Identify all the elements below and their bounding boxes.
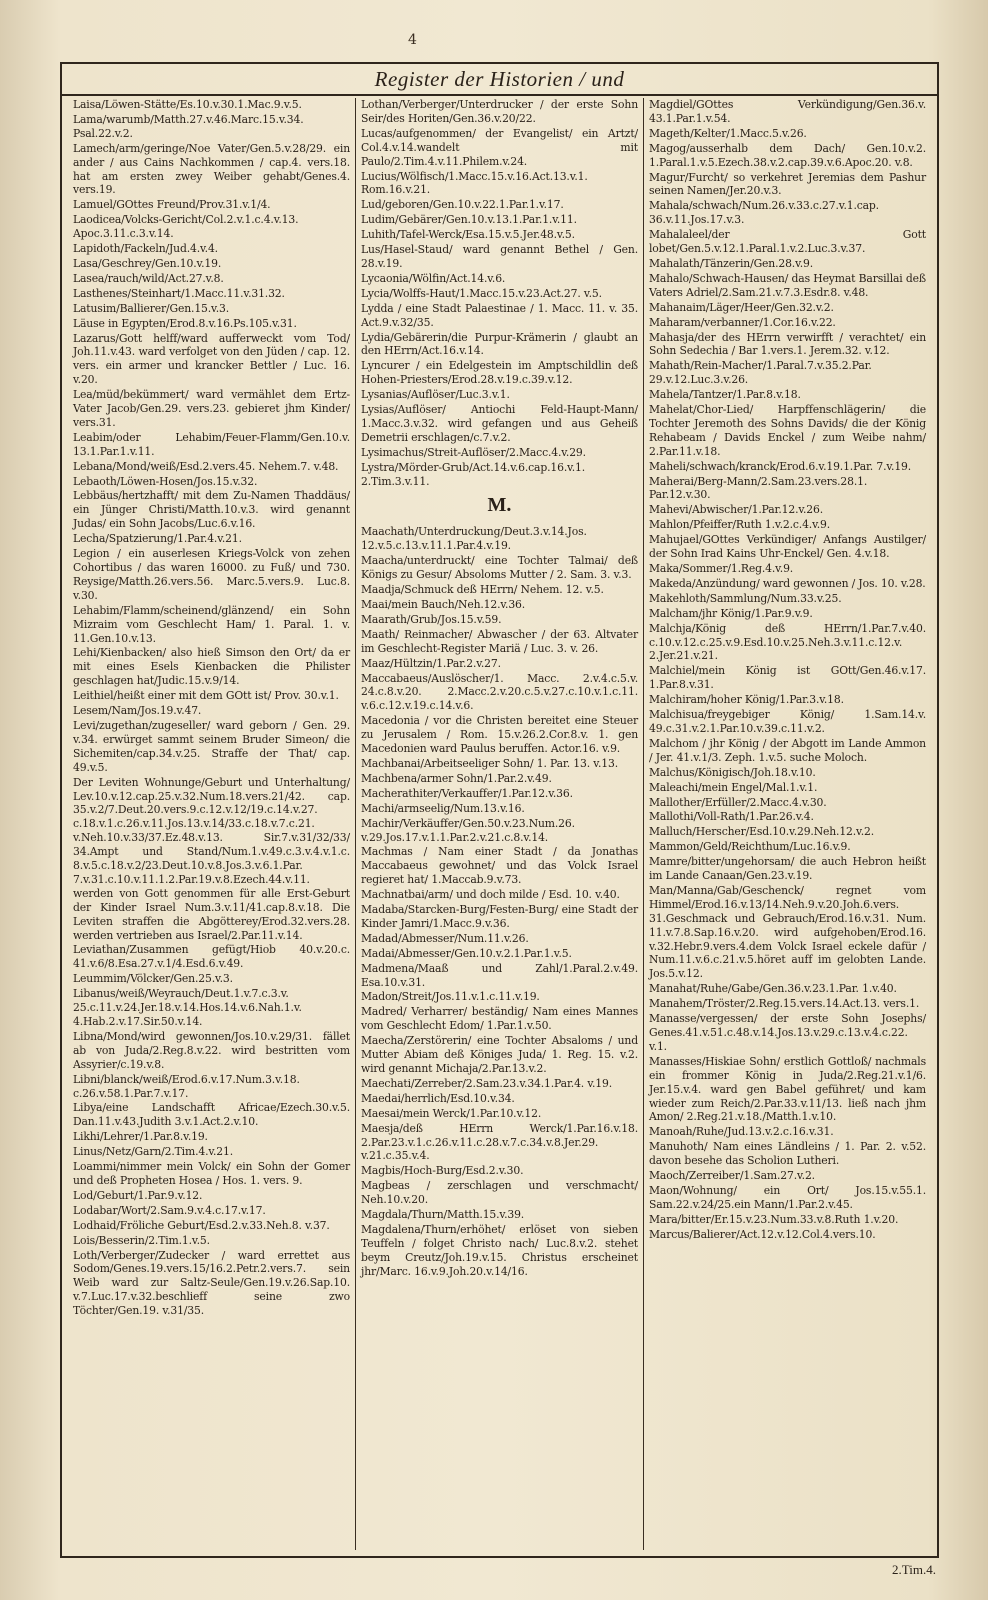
register-entry: Machbena/armer Sohn/1.Par.2.v.49. — [361, 771, 552, 785]
register-entry: Lebbäus/hertzhafft/ mit dem Zu-Namen Thaddäus/ ein Jünger Christi/Matth.10.v.3. wird genannt Judas/ ein Sohn Jacobs/Luc.6.v.16. — [73, 489, 350, 531]
register-entry: Lod/Geburt/1.Par.9.v.12. — [73, 1188, 203, 1202]
register-entry: Maherai/Berg-Mann/2.Sam.23.vers.28.1. Par.12.v.30. — [649, 474, 868, 502]
register-entry: Mahlon/Pfeiffer/Ruth 1.v.2.c.4.v.9. — [649, 518, 831, 532]
register-entry: Mahalath/Tänzerin/Gen.28.v.9. — [649, 256, 814, 270]
register-entry: Maacha/unterdruckt/ eine Tochter Talmai/ deß Königs zu Gesur/ Absoloms Mutter / 2. Sam. 3. v.3. — [361, 554, 638, 582]
register-entry: Malcham/jhr König/1.Par.9.v.9. — [649, 606, 813, 620]
register-entry: Maath/ Reinmacher/ Abwascher / der 63. Altvater im Geschlecht-Register Mariä / Luc. 3. v. 26. — [361, 627, 638, 655]
register-entry: Lycaonia/Wölfin/Act.14.v.6. — [361, 271, 506, 285]
register-entry: Malchja/König deß HErrn/1.Par.7.v.40. c.10.v.12.c.25.v.9.Esd.10.v.25.Neh.3.v.11.c.12.v. 2.Jer.21.v.21. — [649, 621, 926, 663]
register-entry: Machnatbai/arm/ und doch milde / Esd. 10. v.40. — [361, 888, 620, 902]
register-entry: Madad/Abmesser/Num.11.v.26. — [361, 931, 529, 945]
register-entry: Machi/armseelig/Num.13.v.16. — [361, 801, 525, 815]
register-entry: Ludim/Gebärer/Gen.10.v.13.1.Par.1.v.11. — [361, 213, 577, 227]
page-frame — [60, 62, 939, 1558]
register-entry: Läuse in Egypten/Erod.8.v.16.Ps.105.v.31. — [73, 316, 297, 330]
register-columns — [68, 98, 931, 1550]
register-entry: Levi/zugethan/zugeseller/ ward geborn / Gen. 29. v.34. erwürget sammt seinem Bruder Simeon/ die Sichemiten/cap.34.v.25. Straffe der That/ cap. 49.v.5. — [73, 718, 350, 774]
register-entry: Mamre/bitter/ungehorsam/ die auch Hebron heißt im Lande Canaan/Gen.23.v.19. — [649, 855, 926, 883]
register-entry: Lehi/Kienbacken/ also hieß Simson den Ort/ da er mit eines Esels Kienbacken die Philister geschlagen hat/Judic.15.v.9/14. — [73, 646, 350, 688]
register-entry: Magog/ausserhalb dem Dach/ Gen.10.v.2. 1.Paral.1.v.5.Ezech.38.v.2.cap.39.v.6.Apoc.20. v.8. — [649, 141, 926, 169]
register-entry: Mallother/Erfüller/2.Macc.4.v.30. — [649, 795, 827, 809]
register-entry: Latusim/Ballierer/Gen.15.v.3. — [73, 301, 230, 315]
register-entry: Lysias/Auflöser/ Antiochi Feld-Haupt-Mann/ 1.Macc.3.v.32. wird gefangen und aus Geheiß Demetrii erschlagen/c.7.v.2. — [361, 403, 638, 444]
register-entry: Leabim/oder Lehabim/Feuer-Flamm/Gen.10.v. 13.1.Par.1.v.11. — [73, 430, 350, 458]
register-entry: Manasses/Hiskiae Sohn/ erstlich Gottloß/ nachmals ein frommer König in Juda/2.Reg.21.v.1/6. Jer.15.v.4. ward gen Babel geführet/ und kam wieder zum Reich/2.Par.33.v.11/13. ließ nach jhm Amon/ 2.Reg.21.v.18./Matth.1.v.10. — [649, 1054, 926, 1124]
register-entry: Madon/Streit/Jos.11.v.1.c.11.v.19. — [361, 990, 540, 1004]
register-entry: Magbis/Hoch-Burg/Esd.2.v.30. — [361, 1164, 524, 1178]
register-entry: Makeda/Anzündung/ ward gewonnen / Jos. 10. v.28. — [649, 576, 926, 590]
register-entry: Likhi/Lehrer/1.Par.8.v.19. — [73, 1130, 208, 1144]
register-entry: Mahala/schwach/Num.26.v.33.c.27.v.1.cap. 36.v.11.Jos.17.v.3. — [649, 199, 879, 227]
register-entry: Laisa/Löwen-Stätte/Es.10.v.30.1.Mac.9.v.5. — [73, 98, 302, 111]
register-entry: Der Leviten Wohnunge/Geburt und Unterhaltung/ Lev.10.v.12.cap.25.v.32.Num.18.vers.21/42. cap. 35.v.2/7.Deut.20.vers.9.c.12.v.12/19.c.14.v.27. c.18.v.1.c.26.v.11.Jos.13.v.14/33.c.18.v.7.c.21. v.Neh.10.v.33/37.Ez.48.v.13. Sir.7.v.31/32/33/ 34.Ampt und Stand/Num.1.v.49.c.3.v.4.v.1.c. 8.v.5.c.18.v.2/23.Deut.10.v.8.Jos.3.v.6.1.Par. 7.v.31.c.10.v.11.1.2.Par.19.v.8.Ezech.44.v.11. werden von Gott genommen für alle Erst-Geburt der Kinder Israel Num.3.v.11/41.cap.8.v.18. Die Leviten straffen die Abgötterey/Erod.32.vers.28. werden vertrieben aus Israel/2.Par.11.v.14. — [73, 775, 350, 942]
register-entry: Maechati/Zerreber/2.Sam.23.v.34.1.Par.4. v.19. — [361, 1076, 613, 1090]
register-entry: Maaz/Hültzin/1.Par.2.v.27. — [361, 656, 501, 670]
register-entry: Lois/Besserin/2.Tim.1.v.5. — [73, 1233, 210, 1247]
register-entry: Man/Manna/Gab/Geschenck/ regnet vom Himmel/Erod.16.v.13/14.Neh.9.v.20.Joh.6.vers. 31.Geschmack und Gebrauch/Erod.16.v.31. Num. 11.v.7.8.Sap.16.v.20. wird aufgehoben/Erod.16. v.32.Hebr.9.vers.4.dem Volck Israel eckele dafür / Num.11.v.6.c.21.v.5.höret auff im gelobten Lande. Jos.5.v.12. — [649, 883, 926, 981]
register-entry: Magdalena/Thurn/erhöhet/ erlöset von sieben Teuffeln / folget Christo nach/ Luc.8.v.2. stehet beym Creutz/Joh.19.v.15. Christus erscheinet jhr/Marc. 16.v.9.Joh.20.v.14/16. — [361, 1222, 638, 1278]
register-entry: Maachath/Unterdruckung/Deut.3.v.14.Jos. 12.v.5.c.13.v.11.1.Par.4.v.19. — [361, 525, 587, 553]
register-entry: Maon/Wohnung/ ein Ort/ Jos.15.v.55.1. Sam.22.v.24/25.ein Mann/1.Par.2.v.45. — [649, 1183, 926, 1211]
register-entry: Manahem/Tröster/2.Reg.15.vers.14.Act.13. vers.1. — [649, 997, 920, 1011]
register-entry: Machmas / Nam einer Stadt / da Jonathas Maccabaeus gewohnet/ und das Volck Israel regieret hat/ 1.Maccab.9.v.73. — [361, 845, 638, 887]
register-entry: Magbeas / zerschlagen und verschmacht/ Neh.10.v.20. — [361, 1179, 638, 1207]
register-entry: Maccabaeus/Auslöscher/1. Macc. 2.v.4.c.5.v. 24.c.8.v.20. 2.Macc.2.v.20.c.5.v.27.c.10.v.1.c.11. v.6.c.12.v.19.c.14.v.6. — [361, 671, 638, 713]
register-entry: Malchom / jhr König / der Abgott im Lande Ammon / Jer. 41.v.1/3. Zeph. 1.v.5. suche Moloch. — [649, 736, 926, 764]
register-entry: Libni/blanck/weiß/Erod.6.v.17.Num.3.v.18. c.26.v.58.1.Par.7.v.17. — [73, 1072, 300, 1100]
running-header: Register der Historien / und — [62, 64, 937, 96]
register-entry: Maesai/mein Werck/1.Par.10.v.12. — [361, 1106, 542, 1120]
register-entry: Maheli/schwach/kranck/Erod.6.v.19.1.Par. 7.v.19. — [649, 459, 912, 473]
register-entry: Lasa/Geschrey/Gen.10.v.19. — [73, 256, 222, 270]
register-entry: Lud/geboren/Gen.10.v.22.1.Par.1.v.17. — [361, 198, 564, 212]
register-entry: Mallothi/Voll-Rath/1.Par.26.v.4. — [649, 810, 814, 824]
register-entry: Mahujael/GOttes Verkündiger/ Anfangs Austilger/ der Sohn Irad Kains Uhr-Enckel/ Gen. 4.v.18. — [649, 533, 926, 561]
register-column-3 — [643, 98, 931, 1550]
register-entry: Libna/Mond/wird gewonnen/Jos.10.v.29/31. fället ab von Juda/2.Reg.8.v.22. wird bestritten vom Assyrier/c.19.v.8. — [73, 1029, 350, 1071]
register-entry: Lecha/Spatzierung/1.Par.4.v.21. — [73, 532, 242, 546]
register-entry: Leithiel/heißt einer mit dem GOtt ist/ Prov. 30.v.1. — [73, 689, 339, 703]
register-entry: Leummim/Völcker/Gen.25.v.3. — [73, 972, 233, 986]
register-entry: Luhith/Tafel-Werck/Esa.15.v.5.Jer.48.v.5. — [361, 228, 575, 242]
section-letter: M. — [487, 494, 512, 517]
register-entry: Lasthenes/Steinhart/1.Macc.11.v.31.32. — [73, 286, 285, 300]
register-entry: Mahalo/Schwach-Hausen/ das Heymat Barsillai deß Vaters Adriel/2.Sam.21.v.7.3.Esdr.8. v.48. — [649, 271, 926, 299]
register-entry: Maoch/Zerreiber/1.Sam.27.v.2. — [649, 1169, 815, 1183]
register-entry: Lyncurer / ein Edelgestein im Amptschildlin deß Hohen-Priesters/Erod.28.v.19.c.39.v.12. — [361, 359, 638, 387]
register-entry: Maai/mein Bauch/Neh.12.v.36. — [361, 598, 526, 611]
register-entry: Mahelat/Chor-Lied/ Harpffenschlägerin/ die Tochter Jeremoth des Sohns Davids/ die der König Rehabeam / Davids Enckel / zum Weibe nahm/ 2.Par.11.v.18. — [649, 403, 926, 458]
register-entry: Laodicea/Volcks-Gericht/Col.2.v.1.c.4.v.13. Apoc.3.11.c.3.v.14. — [73, 213, 299, 241]
register-entry: Magur/Furcht/ so verkehret Jeremias dem Pashur seinen Namen/Jer.20.v.3. — [649, 170, 926, 198]
register-entry: Malchus/Königisch/Joh.18.v.10. — [649, 765, 816, 779]
register-entry: Lea/müd/bekümmert/ ward vermählet dem Ertz-Vater Jacob/Gen.29. vers.23. gebieret jhm Kinder/ vers.31. — [73, 388, 350, 429]
register-entry: Machir/Verkäuffer/Gen.50.v.23.Num.26. v.29.Jos.17.v.1.1.Par.2.v.21.c.8.v.14. — [361, 816, 575, 844]
register-entry: Makehloth/Sammlung/Num.33.v.25. — [649, 591, 842, 605]
register-entry: Lydia/Gebärerin/die Purpur-Krämerin / glaubt an den HErrn/Act.16.v.14. — [361, 330, 638, 358]
register-entry: Legion / ein auserlesen Kriegs-Volck von zehen Cohortibus / das waren 16000. zu Fuß/ und 730. Reysige/Matth.26.vers.56. Marc.5.vers.9. Luc.8. v.30. — [73, 547, 350, 602]
register-entry: Lazarus/Gott helff/ward aufferweckt vom Tod/ Joh.11.v.43. ward verfolget von den Jüden / cap. 12. vers. ein armer und krancker Bettler / Luc. 16. v.20. — [73, 331, 350, 387]
register-entry: Manasse/vergessen/ der erste Sohn Josephs/ Genes.41.v.51.c.48.v.14.Jos.13.v.29.c.13.v.4.c.22. v.1. — [649, 1012, 926, 1053]
register-entry: Lydda / eine Stadt Palaestinae / 1. Macc. 11. v. 35. Act.9.v.32/35. — [361, 301, 638, 329]
register-entry: Macherathiter/Verkauffer/1.Par.12.v.36. — [361, 786, 573, 800]
register-entry: Lysanias/Auflöser/Luc.3.v.1. — [361, 388, 510, 402]
register-entry: Mahanaim/Läger/Heer/Gen.32.v.2. — [649, 300, 834, 314]
register-entry: Madmena/Maaß und Zahl/1.Paral.2.v.49. Esa.10.v.31. — [361, 961, 638, 989]
register-entry: Maesja/deß HErrn Werck/1.Par.16.v.18. 2.Par.23.v.1.c.26.v.11.c.28.v.7.c.34.v.8.Jer.29. v.21.c.35.v.4. — [361, 1121, 638, 1163]
register-entry: Marcus/Balierer/Act.12.v.12.Col.4.vers.10. — [649, 1227, 876, 1241]
register-entry: Lucius/Wölfisch/1.Macc.15.v.16.Act.13.v.1. Rom.16.v.21. — [361, 169, 588, 197]
register-entry: Manahat/Ruhe/Gabe/Gen.36.v.23.1.Par. 1.v.40. — [649, 982, 897, 996]
register-entry: Malchiram/hoher König/1.Par.3.v.18. — [649, 693, 844, 707]
register-entry: Madaba/Starcken-Burg/Festen-Burg/ eine Stadt der Kinder Jamri/1.Macc.9.v.36. — [361, 903, 638, 930]
register-entry: Linus/Netz/Garn/2.Tim.4.v.21. — [73, 1145, 234, 1159]
register-entry: Lamuel/GOttes Freund/Prov.31.v.1/4. — [73, 198, 271, 212]
register-entry: Libanus/weiß/Weyrauch/Deut.1.v.7.c.3.v. 25.c.11.v.24.Jer.18.v.14.Hos.14.v.6.Nah.1.v. 4.Hab.2.v.17.Sir.50.v.14. — [73, 987, 302, 1028]
register-entry: Lehabim/Flamm/scheinend/glänzend/ ein Sohn Mizraim vom Geschlecht Ham/ 1. Paral. 1. v. 11.Gen.10.v.13. — [73, 603, 350, 645]
register-entry: Mahath/Rein-Macher/1.Paral.7.v.35.2.Par. 29.v.12.Luc.3.v.26. — [649, 359, 872, 387]
register-entry: Maka/Sommer/1.Reg.4.v.9. — [649, 562, 794, 575]
catchword: 2.Tim.4. — [892, 1562, 936, 1577]
register-entry: Libya/eine Landschafft Africae/Ezech.30.v.5. Dan.11.v.43.Judith 3.v.1.Act.2.v.10. — [73, 1101, 350, 1129]
register-entry: Lystra/Mörder-Grub/Act.14.v.6.cap.16.v.1. 2.Tim.3.v.11. — [361, 460, 586, 488]
register-entry: Maleachi/mein Engel/Mal.1.v.1. — [649, 780, 818, 794]
register-entry: Lothan/Verberger/Unterdrucker / der erste Sohn Seir/des Horiten/Gen.36.v.20/22. — [361, 98, 638, 125]
register-entry: Lamech/arm/geringe/Noe Vater/Gen.5.v.28/29. ein ander / aus Cains Nachkommen / cap.4. vers.18. hat am ersten zwey Weiber gehabt/Genes.4. vers.19. — [73, 141, 350, 197]
register-entry: Loth/Verberger/Zudecker / ward errettet aus Sodom/Genes.19.vers.15/16.2.Petr.2.vers.7. sein Weib ward zur Saltz-Seule/Gen.19.v.26.Sap.10. v.7.Luc.17.v.32.beschlieff seine zwo Töchter/Gen.19. v.31/35. — [73, 1248, 350, 1318]
register-entry: Lysimachus/Streit-Auflöser/2.Macc.4.v.29. — [361, 445, 586, 459]
register-entry: Mageth/Kelter/1.Macc.5.v.26. — [649, 126, 807, 140]
register-entry: Maarath/Grub/Jos.15.v.59. — [361, 612, 502, 626]
register-entry: Lesem/Nam/Jos.19.v.47. — [73, 704, 202, 718]
register-entry: Maedai/herrlich/Esd.10.v.34. — [361, 1091, 515, 1105]
register-entry: Madred/ Verharrer/ beständig/ Nam eines Mannes vom Geschlecht Edom/ 1.Par.1.v.50. — [361, 1005, 638, 1033]
register-entry: Magdiel/GOttes Verkündigung/Gen.36.v. 43.1.Par.1.v.54. — [649, 98, 926, 125]
register-entry: Machbanai/Arbeitseeliger Sohn/ 1. Par. 13. v.13. — [361, 756, 618, 770]
register-column-2 — [355, 98, 643, 1550]
register-entry: Lodabar/Wort/2.Sam.9.v.4.c.17.v.17. — [73, 1203, 266, 1217]
register-entry: Mara/bitter/Er.15.v.23.Num.33.v.8.Ruth 1.v.20. — [649, 1212, 899, 1226]
register-entry: Manoah/Ruhe/Jud.13.v.2.c.16.v.31. — [649, 1125, 834, 1139]
register-entry: Lapidoth/Fackeln/Jud.4.v.4. — [73, 242, 218, 256]
register-entry: Lucas/aufgenommen/ der Evangelist/ ein Artzt/ Col.4.v.14.wandelt mit Paulo/2.Tim.4.v.11.Philem.v.24. — [361, 126, 638, 168]
register-entry: Mahevi/Abwischer/1.Par.12.v.26. — [649, 503, 824, 517]
register-entry: Lus/Hasel-Staud/ ward genannt Bethel / Gen. 28.v.19. — [361, 243, 638, 270]
page-top-mark: 4 — [408, 32, 417, 48]
register-column-1 — [68, 98, 355, 1550]
register-entry: Malluch/Herscher/Esd.10.v.29.Neh.12.v.2. — [649, 825, 874, 839]
register-entry: Maadja/Schmuck deß HErrn/ Nehem. 12. v.5. — [361, 583, 604, 597]
register-entry: Lycia/Wolffs-Haut/1.Macc.15.v.23.Act.27. v.5. — [361, 286, 602, 300]
register-entry: Malchiel/mein König ist GOtt/Gen.46.v.17. 1.Par.8.v.31. — [649, 664, 926, 692]
register-entry: Mahela/Tantzer/1.Par.8.v.18. — [649, 388, 801, 402]
register-entry: Madai/Abmesser/Gen.10.v.2.1.Par.1.v.5. — [361, 946, 572, 960]
register-entry: Mahalaleel/der Gott lobet/Gen.5.v.12.1.Paral.1.v.2.Luc.3.v.37. — [649, 228, 926, 256]
register-entry: Lama/warumb/Matth.27.v.46.Marc.15.v.34. Psal.22.v.2. — [73, 112, 304, 140]
register-entry: Lebana/Mond/weiß/Esd.2.vers.45. Nehem.7. v.48. — [73, 459, 339, 473]
register-entry: Malchisua/freygebiger König/ 1.Sam.14.v. 49.c.31.v.2.1.Par.10.v.39.c.11.v.2. — [649, 708, 926, 735]
register-entry: Mahasja/der des HErrn verwirfft / verachtet/ ein Sohn Sedechia / Bar 1.vers.1. Jerem.32. v.12. — [649, 330, 926, 358]
register-entry: Maecha/Zerstörerin/ eine Tochter Absaloms / und Mutter Abiam deß Königes Juda/ 1. Reg. 15. v.2. wird genannt Michaja/2.Par.13.v.2. — [361, 1034, 638, 1075]
register-entry: Manuhoth/ Nam eines Ländleins / 1. Par. 2. v.52. davon besehe das Scholion Lutheri. — [649, 1140, 926, 1168]
register-entry: Maharam/verbanner/1.Cor.16.v.22. — [649, 315, 836, 329]
register-entry: Macedonia / vor die Christen bereitet eine Steuer zu Jerusalem / Rom. 15.v.26.2.Cor.8.v. 1. gen Macedonien ward Paulus beruffen. Actor.16. v.9. — [361, 714, 638, 756]
register-entry: Loammi/nimmer mein Volck/ ein Sohn der Gomer und deß Propheten Hosea / Hos. 1. vers. 9. — [73, 1160, 350, 1187]
register-entry: Lasea/rauch/wild/Act.27.v.8. — [73, 271, 224, 285]
register-entry: Magdala/Thurn/Matth.15.v.39. — [361, 1208, 525, 1222]
register-entry: Leviathan/Zusammen gefügt/Hiob 40.v.20.c. 41.v.6/8.Esa.27.v.1/4.Esd.6.v.49. — [73, 943, 350, 971]
register-entry: Lebaoth/Löwen-Hosen/Jos.15.v.32. — [73, 474, 258, 488]
register-entry: Lodhaid/Fröliche Geburt/Esd.2.v.33.Neh.8. v.37. — [73, 1218, 330, 1232]
register-entry: Mammon/Geld/Reichthum/Luc.16.v.9. — [649, 840, 851, 854]
